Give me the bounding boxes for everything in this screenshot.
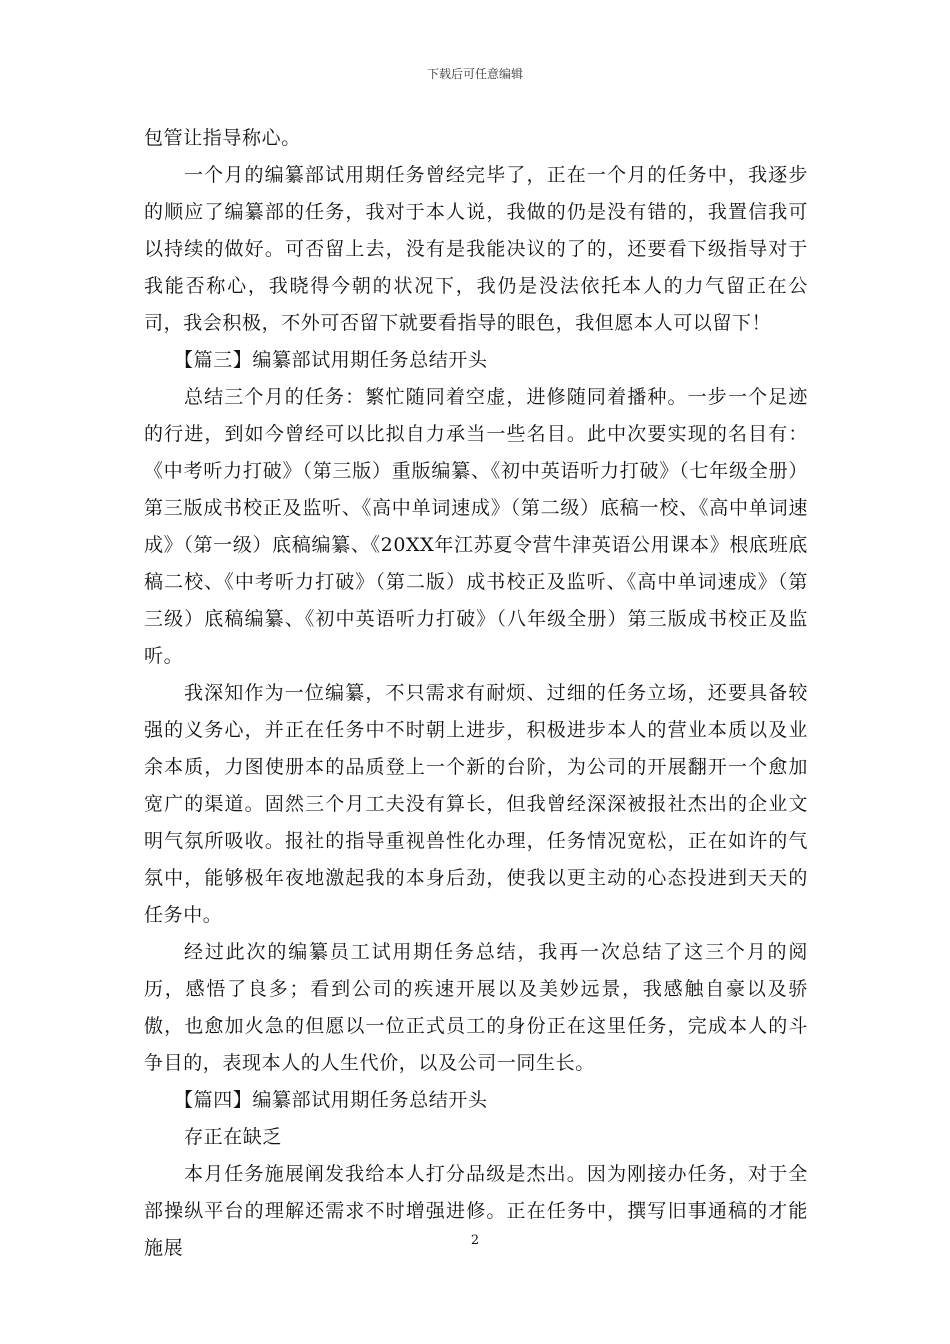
paragraph: 经过此次的编纂员工试用期任务总结，我再一次总结了这三个月的阅历，感悟了良多；看到公司的疾速开展以及美妙远景，我感触自豪以及骄傲，也愈加火急的但愿以一位正式员工的身份正在这里任务，完成本人的斗争目的，表现本人的人生代价，以及公司一同生长。 bbox=[144, 941, 808, 1074]
paragraph: 一个月的编纂部试用期任务曾经完毕了，正在一个月的任务中，我逐步的顺应了编纂部的任务，我对于本人说，我做的仍是没有错的，我置信我可以持续的做好。可否留上去，没有是我能决议的了的，还要看下级指导对于我能否称心，我晓得今朝的状况下，我仍是没法依托本人的力气留正在公司，我会积极，不外可否留下就要看指导的眼色，我但愿本人可以留下！ bbox=[144, 164, 808, 334]
paragraph: 本月任务施展阐发我给本人打分品级是杰出。因为刚接办任务，对于全部操纵平台的理解还需求不时增强进修。正在任务中，撰写旧事通稿的才能施展 bbox=[144, 1163, 808, 1259]
page-number: 2 bbox=[470, 1233, 480, 1248]
paragraph: 我深知作为一位编纂，不只需求有耐烦、过细的任务立场，还要具备较强的义务心，并正在任务中不时朝上进步，积极进步本人的营业本质以及业余本质，力图使册本的品质登上一个新的台阶，为公司的开展翻开一个愈加宽广的渠道。固然三个月工夫没有算长，但我曾经深深被报社杰出的企业文明气氛所吸收。报社的指导重视兽性化办理，任务情况宽松，正在如许的气氛中，能够极年夜地激起我的本身后劲，使我以更主动的心态投进到天天的任务中。 bbox=[144, 682, 808, 926]
paragraph-continued: 包管让指导称心。 bbox=[144, 127, 301, 149]
page-header: 下载后可任意编辑 bbox=[426, 67, 523, 81]
subheading-shortcomings: 存正在缺乏 bbox=[184, 1126, 283, 1148]
document-body bbox=[144, 120, 808, 1267]
section-heading-part-three: 【篇三】编纂部试用期任务总结开头 bbox=[174, 349, 488, 371]
paragraph: 总结三个月的任务：繁忙随同着空虚，进修随同着播种。一步一个足迹的行进，到如今曾经可以比拟自力承当一些名目。此中次要实现的名目有：《中考听力打破》（第三版）重版编纂、《初中英语听力打破》（七年级全册）第三版成书校正及监听、《高中单词速成》（第二级）底稿一校、《高中单词速成》（第一级）底稿编纂、《20XX年江苏夏令营牛津英语公用课本》根底班底稿二校、《中考听力打破》（第二版）成书校正及监听、《高中单词速成》（第三级）底稿编纂、《初中英语听力打破》（八年级全册）第三版成书校正及监听。 bbox=[144, 386, 808, 667]
section-heading-part-four: 【篇四】编纂部试用期任务总结开头 bbox=[174, 1089, 488, 1111]
